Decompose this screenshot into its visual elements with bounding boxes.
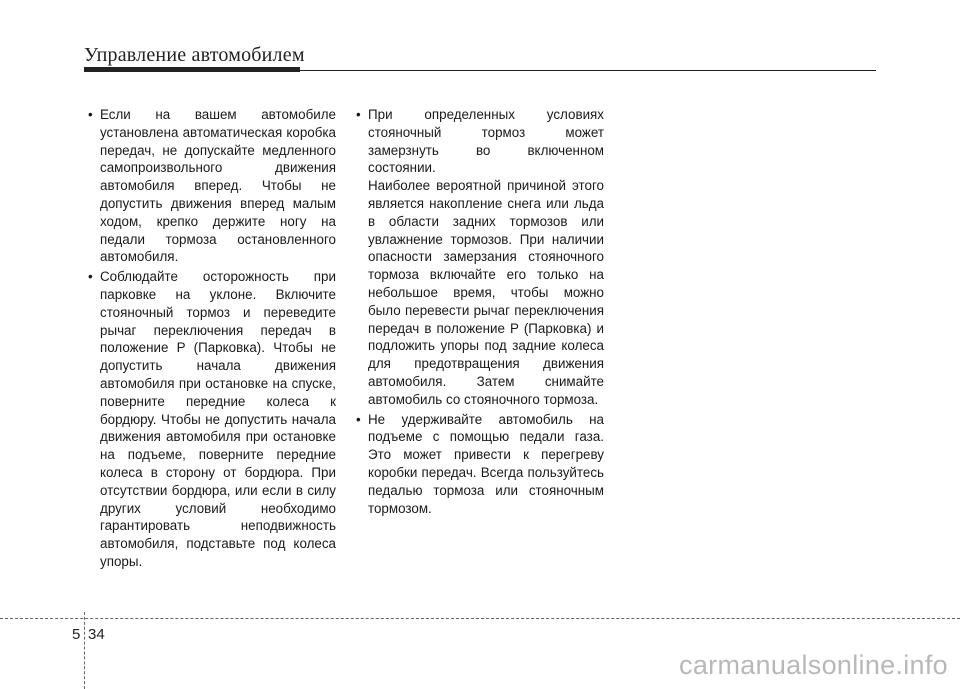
bullet-mark: •	[356, 411, 361, 427]
bullet-mark: •	[88, 269, 93, 285]
footer-dashed-divider	[84, 612, 85, 689]
chapter-number: 5	[72, 626, 81, 643]
left-text-column	[88, 106, 336, 571]
bullet-item	[356, 411, 604, 518]
bullet-paragraph: Соблюдайте осторожность при парковке на уклоне. Включите стояночный тормоз и переведите рычаг переключения передач в положение P (Парковка). Чтобы не допустить начала движения автомобиля при остановке на спуске, поверните передние колеса к бордюру. Чтобы не допустить начала движения автомобиля при остановке на подъеме, поверните передние колеса в сторону от бордюра. При отсутствии бордюра, или если в силу других условий необходимо гарантировать неподвижность автомобиля, подставьте под колеса упоры.	[100, 269, 336, 569]
bullet-paragraph: Наиболее вероятной причиной этого является накопление снега или льда в области задних тормозов или увлажнение тормозов. При наличии опасности замерзания стояночного тормоза включайте его только на небольшое время, чтобы можно было перевести рычаг переключения передач в положение P (Парковка) и подложить упоры под задние колеса для предотвращения движения автомобиля. Затем снимайте автомобиль со стояночного тормоза.	[368, 178, 604, 407]
bullet-item	[88, 268, 336, 571]
bullet-item	[356, 106, 604, 409]
bullet-mark: •	[88, 107, 93, 122]
header-rule	[84, 70, 876, 71]
footer-dashed-rule	[0, 618, 960, 619]
right-text-column	[356, 106, 604, 517]
bullet-item	[88, 106, 336, 266]
bullet-paragraph: При определенных условиях стояночный тормоз может замерзнуть во включенном состоянии.	[368, 107, 604, 176]
bullet-paragraph: Если на вашем автомобиле установлена автоматическая коробка передач, не допускайте медленного самопроизвольного движения автомобиля вперед. Чтобы не допустить движения вперед малым ходом, крепко держите ногу на педали тормоза остановленного автомобиля.	[100, 107, 336, 265]
page-header-title: Управление автомобилем	[84, 44, 305, 66]
watermark-text: carmanualsonline.info	[679, 650, 948, 680]
page-number: 34	[88, 626, 105, 643]
bullet-paragraph: Не удерживайте автомобиль на подъеме с помощью педали газа. Это может привести к перегреву коробки передач. Всегда пользуйтесь педалью тормоза или стояночным тормозом.	[368, 411, 604, 516]
bullet-mark: •	[356, 107, 361, 122]
